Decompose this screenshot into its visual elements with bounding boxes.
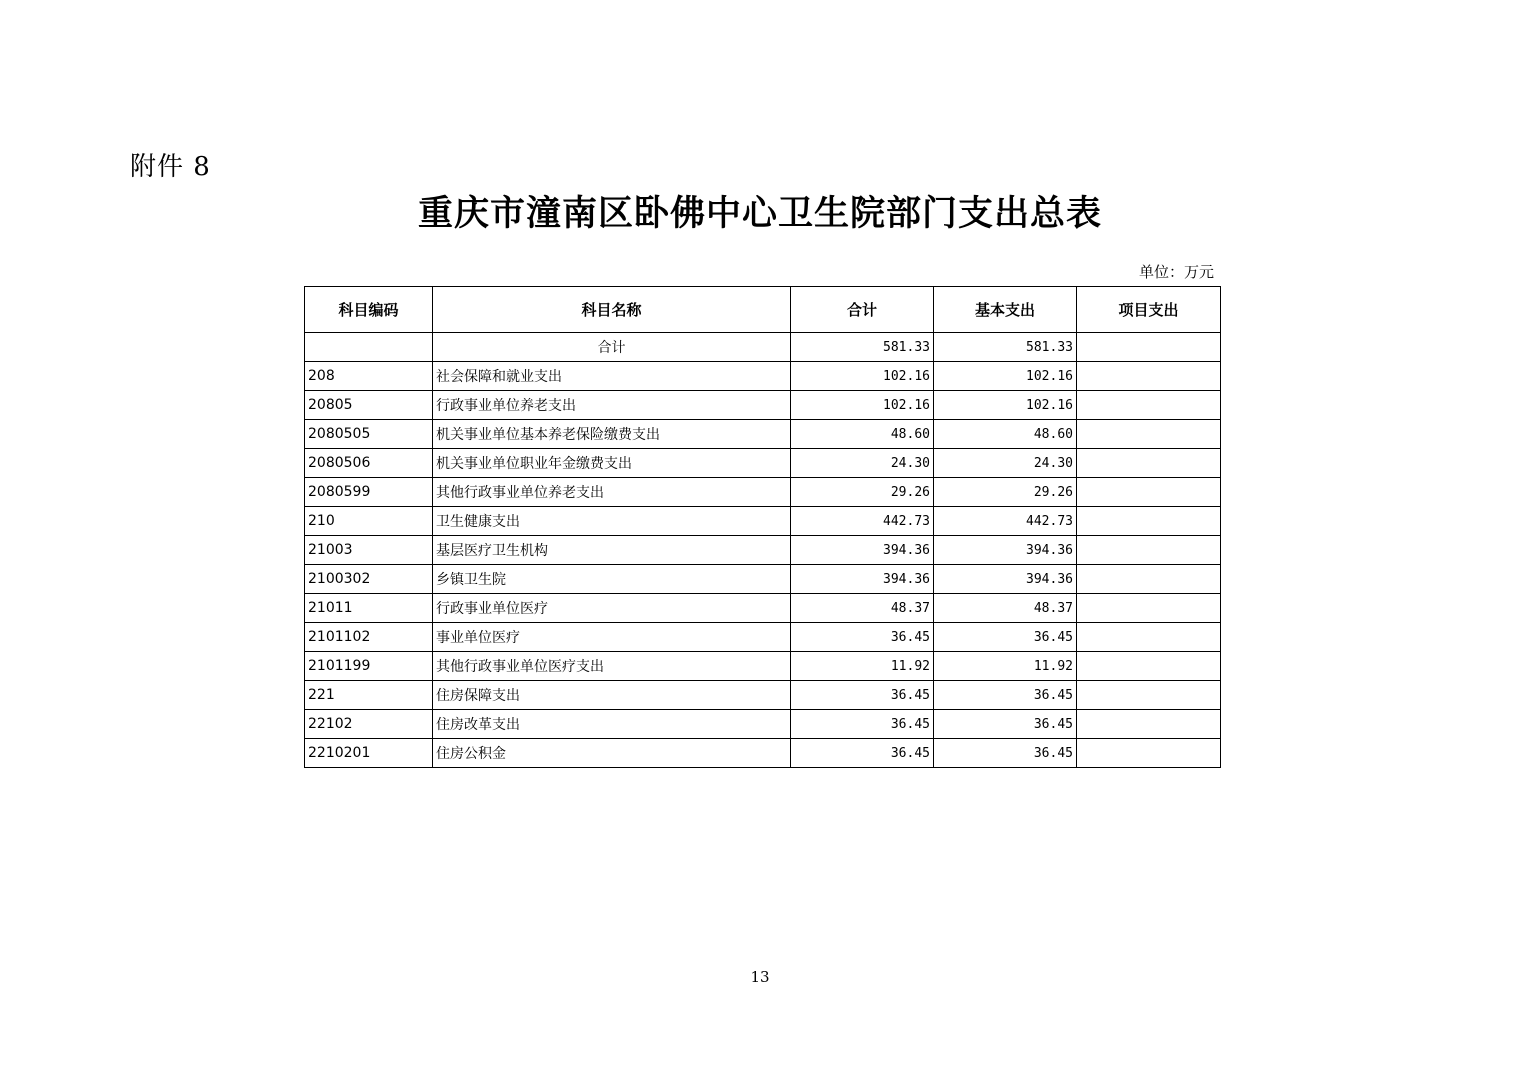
cell-total: 442.73 <box>791 507 934 536</box>
attachment-label: 附件 8 <box>130 152 211 182</box>
cell-basic: 11.92 <box>934 652 1077 681</box>
cell-name: 住房改革支出 <box>433 710 791 739</box>
table-row <box>305 536 1221 565</box>
cell-project <box>1077 449 1221 478</box>
cell-total: 36.45 <box>791 681 934 710</box>
table-row <box>305 420 1221 449</box>
table-row <box>305 565 1221 594</box>
cell-code: 210 <box>305 507 433 536</box>
cell-project <box>1077 623 1221 652</box>
cell-basic: 36.45 <box>934 739 1077 768</box>
cell-basic: 394.36 <box>934 565 1077 594</box>
cell-total: 48.37 <box>791 594 934 623</box>
cell-project <box>1077 536 1221 565</box>
table-row <box>305 449 1221 478</box>
cell-code: 20805 <box>305 391 433 420</box>
cell-code: 2080505 <box>305 420 433 449</box>
cell-project <box>1077 652 1221 681</box>
cell-total: 24.30 <box>791 449 934 478</box>
cell-project <box>1077 565 1221 594</box>
header-code: 科目编码 <box>305 287 433 333</box>
cell-project <box>1077 710 1221 739</box>
header-row <box>305 287 1221 333</box>
cell-project <box>1077 333 1221 362</box>
cell-basic: 442.73 <box>934 507 1077 536</box>
cell-project <box>1077 739 1221 768</box>
cell-basic: 48.60 <box>934 420 1077 449</box>
cell-code: 21003 <box>305 536 433 565</box>
cell-basic: 581.33 <box>934 333 1077 362</box>
cell-basic: 29.26 <box>934 478 1077 507</box>
cell-name: 行政事业单位医疗 <box>433 594 791 623</box>
cell-code <box>305 333 433 362</box>
cell-name: 合计 <box>433 333 791 362</box>
table-row <box>305 507 1221 536</box>
cell-total: 394.36 <box>791 536 934 565</box>
cell-basic: 394.36 <box>934 536 1077 565</box>
cell-total: 102.16 <box>791 362 934 391</box>
cell-code: 21011 <box>305 594 433 623</box>
cell-total: 36.45 <box>791 623 934 652</box>
cell-code: 208 <box>305 362 433 391</box>
table-row <box>305 391 1221 420</box>
cell-name: 行政事业单位养老支出 <box>433 391 791 420</box>
cell-name: 事业单位医疗 <box>433 623 791 652</box>
cell-total: 29.26 <box>791 478 934 507</box>
cell-project <box>1077 594 1221 623</box>
cell-basic: 24.30 <box>934 449 1077 478</box>
header-project: 项目支出 <box>1077 287 1221 333</box>
cell-total: 36.45 <box>791 739 934 768</box>
cell-project <box>1077 478 1221 507</box>
total-row <box>305 333 1221 362</box>
cell-basic: 102.16 <box>934 362 1077 391</box>
cell-name: 住房保障支出 <box>433 681 791 710</box>
cell-code: 2101199 <box>305 652 433 681</box>
header-name: 科目名称 <box>433 287 791 333</box>
cell-name: 社会保障和就业支出 <box>433 362 791 391</box>
cell-basic: 36.45 <box>934 710 1077 739</box>
cell-total: 36.45 <box>791 710 934 739</box>
header-total: 合计 <box>791 287 934 333</box>
cell-code: 2080506 <box>305 449 433 478</box>
cell-name: 基层医疗卫生机构 <box>433 536 791 565</box>
cell-total: 102.16 <box>791 391 934 420</box>
cell-basic: 102.16 <box>934 391 1077 420</box>
cell-total: 11.92 <box>791 652 934 681</box>
cell-name: 机关事业单位职业年金缴费支出 <box>433 449 791 478</box>
cell-name: 其他行政事业单位医疗支出 <box>433 652 791 681</box>
cell-code: 22102 <box>305 710 433 739</box>
cell-code: 221 <box>305 681 433 710</box>
page-title: 重庆市潼南区卧佛中心卫生院部门支出总表 <box>417 193 1102 234</box>
cell-name: 乡镇卫生院 <box>433 565 791 594</box>
table-row <box>305 623 1221 652</box>
cell-total: 48.60 <box>791 420 934 449</box>
page-number: 13 <box>750 968 770 986</box>
table-row <box>305 478 1221 507</box>
table-row <box>305 739 1221 768</box>
table-row <box>305 362 1221 391</box>
cell-code: 2210201 <box>305 739 433 768</box>
cell-total: 394.36 <box>791 565 934 594</box>
table-row <box>305 594 1221 623</box>
cell-code: 2080599 <box>305 478 433 507</box>
header-basic: 基本支出 <box>934 287 1077 333</box>
table-row <box>305 681 1221 710</box>
cell-basic: 36.45 <box>934 623 1077 652</box>
expense-table <box>304 286 1221 768</box>
table-row <box>305 710 1221 739</box>
cell-basic: 36.45 <box>934 681 1077 710</box>
unit-label: 单位：万元 <box>1138 263 1214 281</box>
cell-name: 卫生健康支出 <box>433 507 791 536</box>
cell-name: 其他行政事业单位养老支出 <box>433 478 791 507</box>
cell-basic: 48.37 <box>934 594 1077 623</box>
cell-project <box>1077 391 1221 420</box>
cell-project <box>1077 362 1221 391</box>
cell-code: 2101102 <box>305 623 433 652</box>
cell-project <box>1077 507 1221 536</box>
cell-project <box>1077 420 1221 449</box>
cell-name: 机关事业单位基本养老保险缴费支出 <box>433 420 791 449</box>
cell-code: 2100302 <box>305 565 433 594</box>
cell-project <box>1077 681 1221 710</box>
table-row <box>305 652 1221 681</box>
cell-total: 581.33 <box>791 333 934 362</box>
cell-name: 住房公积金 <box>433 739 791 768</box>
